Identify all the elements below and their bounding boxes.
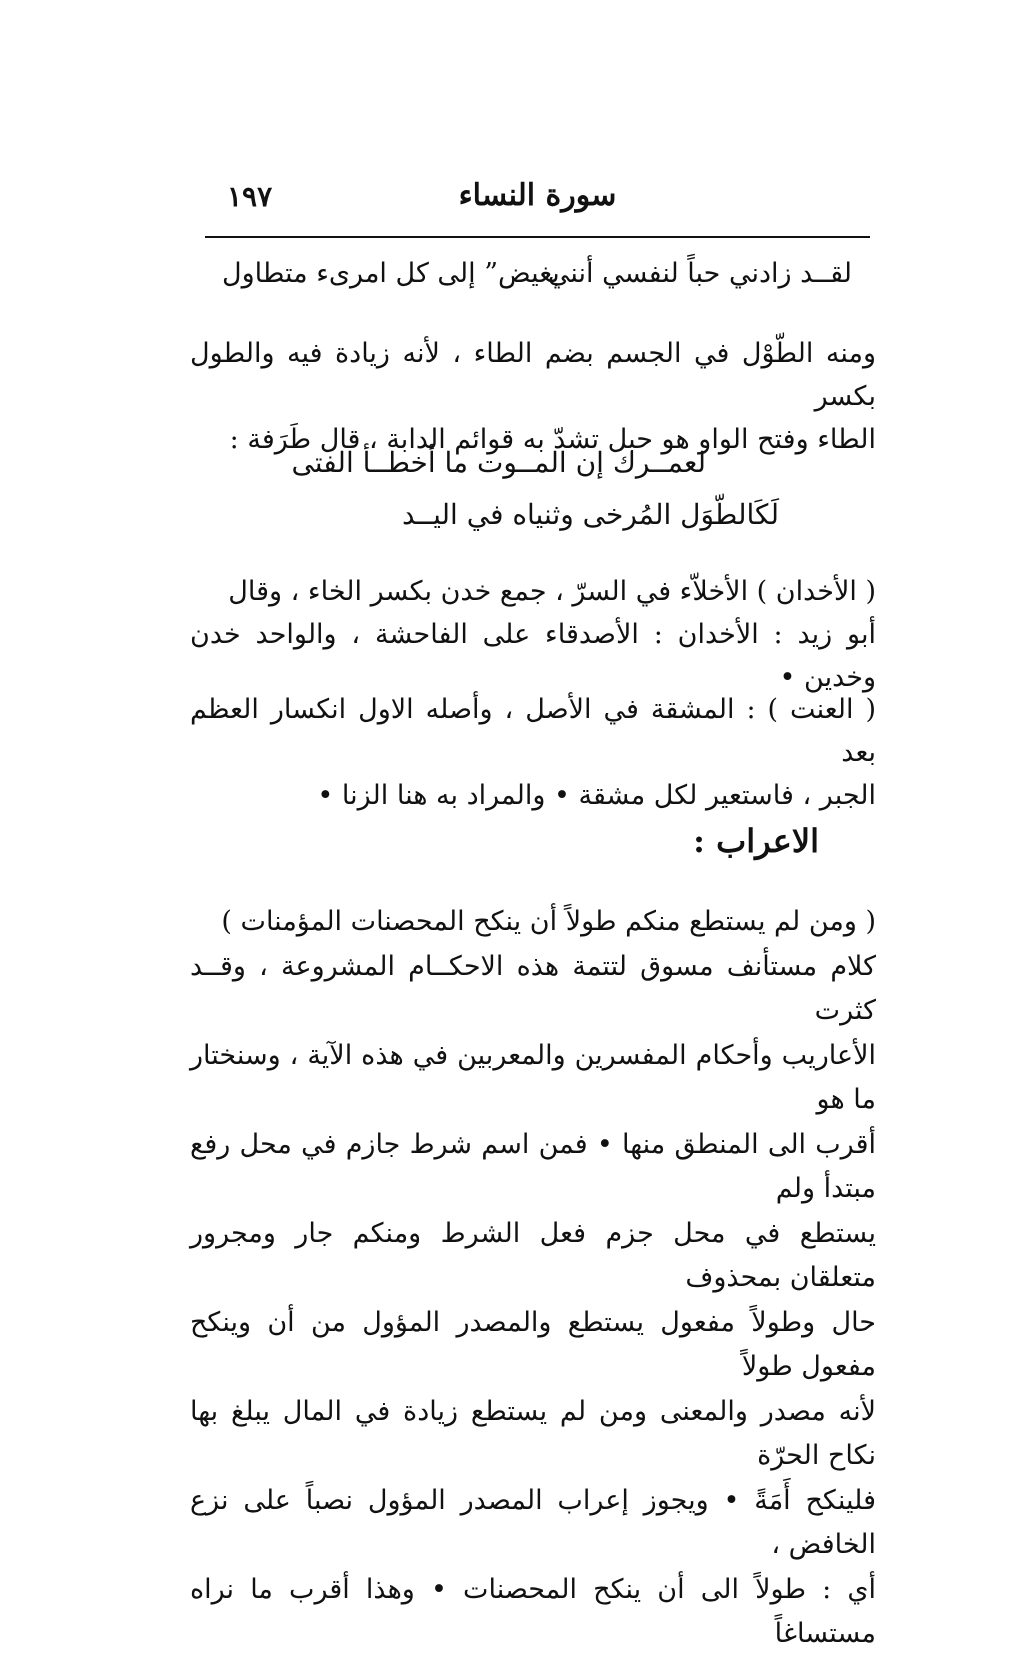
- text-line: يستطع في محل جزم فعل الشرط ومنكم جار ومجرور متعلقان بمحذوف: [190, 1217, 876, 1293]
- page-number: ١٩٧: [227, 180, 273, 213]
- verse-line-2: لَكَالطّوَل المُرخى وثنياه في اليــد: [401, 498, 779, 531]
- verse-hemistich-second: بغيض” إلى كل امرىء متطاول: [222, 258, 560, 289]
- section-heading-irab: الاعراب :: [693, 822, 819, 860]
- verse-hemistich-first: لقــد زادني حباً لنفسي أنني: [547, 258, 852, 289]
- paragraph-akhdan: [190, 570, 876, 699]
- text-line: فلينكح أَمَةً • ويجوز إعراب المصدر المؤول نصباً على نزع الخافض ،: [190, 1484, 876, 1560]
- page-header: [205, 176, 870, 222]
- text-line: أقرب الى المنطق منها • فمن اسم شرط جازم في محل رفع مبتدأ ولم: [190, 1128, 876, 1204]
- text-line: كلام مستأنف مسوق لتتمة هذه الاحكــام المشروعة ، وقــد كثرت: [190, 950, 876, 1026]
- text-line: الأعاريب وأحكام المفسرين والمعربين في هذه الآية ، وسنختار ما هو: [190, 1039, 876, 1115]
- verse-line-1: لعمــرك إن المــوت ما أخطــأ الفتى: [291, 446, 706, 479]
- header-rule: [205, 236, 870, 238]
- running-title: سورة النساء: [458, 178, 617, 213]
- text-line: أبو زيد : الأخدان : الأصدقاء على الفاحشة ، والواحد خدن وخدين •: [190, 619, 877, 693]
- text-line: ( الأخدان ) الأخلاّء في السرّ ، جمع خدن بكسر الخاء ، وقال: [228, 576, 876, 607]
- text-line: أي : طولاً الى أن ينكح المحصنات • وهذا أقرب ما نراه مستساغاً: [190, 1573, 876, 1649]
- text-line: ( ومن لم يستطع منكم طولاً أن ينكح المحصنات المؤمنات ): [221, 906, 876, 937]
- paragraph-tawl: [190, 332, 876, 461]
- text-line: ( العنت ) : المشقة في الأصل ، وأصله الاول انكسار العظم بعد: [190, 694, 876, 768]
- text-line: حال وطولاً مفعول يستطع والمصدر المؤول من أن وينكح مفعول طولاً: [190, 1306, 876, 1382]
- text-line: الطاء وفتح الواو هو حبل تشدّ به قوائم الدابة ، قال طَرَفة :: [229, 424, 876, 455]
- text-line: لأنه مصدر والمعنى ومن لم يستطع زيادة في المال يبلغ بها نكاح الحرّة: [190, 1395, 876, 1471]
- text-line: الجبر ، فاستعير لكل مشقة • والمراد به هنا الزنا •: [317, 780, 876, 811]
- paragraph-anat: [190, 688, 876, 817]
- verse-couplet-1: [222, 258, 852, 302]
- text-line: ومنه الطّوْل في الجسم بضم الطاء ، لأنه زيادة فيه والطول بكسر: [190, 338, 876, 412]
- paragraph-irab: [190, 900, 876, 1657]
